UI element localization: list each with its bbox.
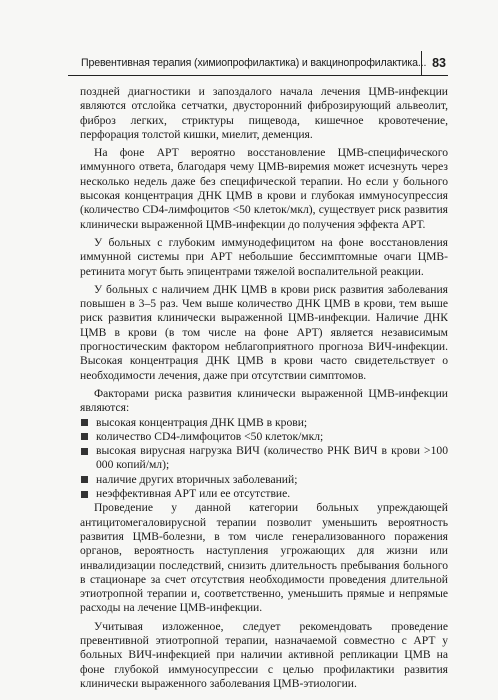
square-bullet-icon — [81, 433, 88, 440]
list-item: высокая концентрация ДНК ЦМВ в крови; — [80, 416, 448, 430]
page-body — [80, 85, 448, 691]
page-number: 83 — [432, 56, 446, 70]
paragraph-recommendation: Учитывая изложенное, следует рекомендовать проведение превентивной этиотропной терапии, назначаемой совместно с АРТ у больных ВИЧ-инфекцией при наличии активной репликации ЦМВ на фоне глубокой иммуносупрессии с целью профилактики развития клинически выраженного заболевания ЦМВ-этиологии. — [80, 619, 448, 690]
paragraph-dna-risk: У больных с наличием ДНК ЦМВ в крови риск развития заболевания повышен в 3–5 раз. Чем выше количество ДНК ЦМВ в крови, тем выше риск развития клинически выраженной ЦМВ-инфекции. Наличие ДНК ЦМВ в крови (в том числе на фоне АРТ) является независимым прогностическим фактором неблагоприятного прогноза ВИЧ-инфекции. Высокая концентрация ДНК ЦМВ в крови часто свидетельствует о необходимости лечения, даже при отсутствии симптомов. — [80, 282, 448, 382]
square-bullet-icon — [81, 476, 88, 483]
list-item: неэффективная АРТ или ее отсутствие. — [80, 487, 448, 501]
square-bullet-icon — [81, 491, 88, 498]
running-title: Превентивная терапия (химиопрофилактика) и вакцинопрофилактика... — [81, 57, 427, 69]
square-bullet-icon — [81, 448, 88, 455]
page-header — [0, 0, 498, 88]
paragraph-preemptive-therapy: Проведение у данной категории больных упреждающей антицитомегаловирусной терапии позволит уменьшить вероятность развития ЦМВ-болезни, в том числе генерализованного поражения органов, вероятность наступления угрожающих для жизни или инвалидизации последствий, снизить длительность пребывания больного в стационаре за счет отсутствия необходимости проведения длительной этиотропной терапии и, соответственно, уменьшить прямые и непрямые расходы на лечение ЦМВ-инфекции. — [80, 501, 448, 615]
paragraph-art-immune-response: На фоне АРТ вероятно восстановление ЦМВ-специфического иммунного ответа, благодаря чему ЦМВ-виремия может исчезнуть через несколько недель даже без специфической терапии. Но если у больного высокая концентрация ДНК ЦМВ в крови и глубокая иммуносупрессия (количество CD4-лимфоцитов <50 клеток/мкл), существует риск развития клинически выраженной ЦМВ-инфекции до получения эффекта АРТ. — [80, 146, 448, 231]
paragraph-retinitis: У больных с глубоким иммунодефицитом на фоне восстановления иммунной системы при АРТ небольшие бессимптомные очаги ЦМВ-ретинита могут быть эпицентрами тяжелой воспалительной реакции. — [80, 235, 448, 278]
paragraph-risk-factors-intro: Факторами риска развития клинически выраженной ЦМВ-инфекции являются: — [80, 386, 448, 415]
list-item: высокая вирусная нагрузка ВИЧ (количество РНК ВИЧ в крови >100 000 копий/мл); — [80, 444, 448, 473]
header-rule — [68, 75, 448, 76]
list-item: наличие других вторичных заболеваний; — [80, 473, 448, 487]
header-divider-vertical — [421, 51, 422, 75]
paragraph-continuation: поздней диагностики и запоздалого начала лечения ЦМВ-инфекции являются отслойка сетчатки, двусторонний фиброзирующий альвеолит, фиброз легких, стриктуры пищевода, кишечное кровотечение, перфорация толстой кишки, миелит, деменция. — [80, 85, 448, 141]
square-bullet-icon — [81, 419, 88, 426]
risk-factors-list — [80, 416, 448, 502]
list-item: количество CD4-лимфоцитов <50 клеток/мкл; — [80, 430, 448, 444]
